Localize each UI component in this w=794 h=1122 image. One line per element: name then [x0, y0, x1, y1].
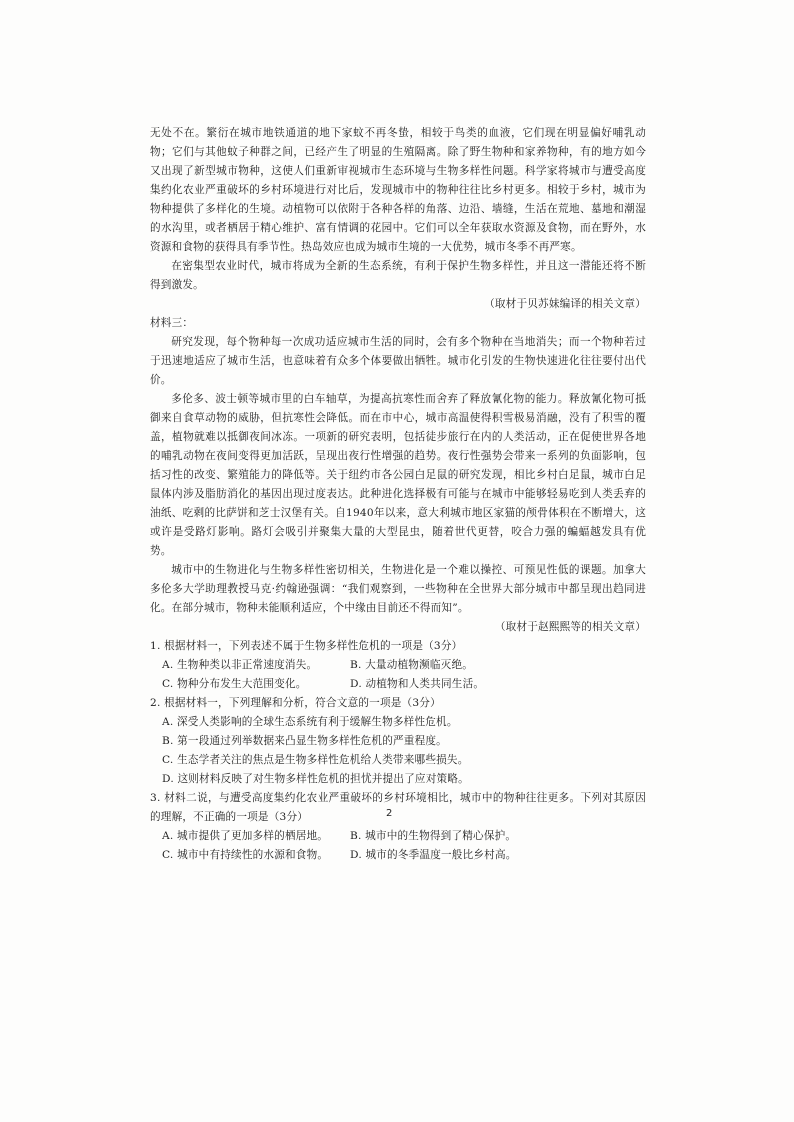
- question-3: [150, 789, 646, 865]
- option-b: B. 第一段通过列举数据来凸显生物多样性危机的严重程度。: [162, 735, 447, 747]
- option-c: C. 物种分布发生大范围变化。: [162, 678, 307, 690]
- option-a: A. 生物种类以非正常速度消失。: [162, 659, 318, 671]
- passage3-paragraph: 多伦多、波士顿等城市里的白车轴草，为提高抗寒性而舍弃了释放氰化物的能力。释放氰化物可抵御来自食草动物的威胁，但抗寒性会降低。而在市中心，城市高温使得积雪极易消融，没有了积雪的覆盖，植物就难以抵御夜间冰冻。一项新的研究表明，包括徒步旅行在内的人类活动，正在促使世界各地的哺乳动物在夜间变得更加活跃，呈现出夜行性增强的趋势。夜行性强势会带来一系列的负面影响，包括习性的改变、繁殖能力的降低等。关于纽约市各公园白足鼠的研究发现，相比乡村白足鼠，城市白足鼠体内涉及脂肪消化的基因出现过度表达。此种进化选择极有可能与在城市中能够轻易吃到人类丢弃的油纸、吃剩的比萨饼和芝士汉堡有关。自1940年以来，意大利城市地区家猫的颅骨体积在不断增大，这或许是受路灯影响。路灯会吸引并聚集大量的大型昆虫，随着世代更替，咬合力强的蝙蝠越发具有优势。: [150, 393, 646, 557]
- question-stem: 2. 根据材料一，下列理解和分析，符合文意的一项是（3分）: [150, 697, 441, 709]
- option-c: C. 生态学者关注的焦点是生物多样性危机给人类带来哪些损失。: [162, 754, 469, 766]
- question-2: [150, 694, 646, 789]
- option-a: A. 城市提供了更加多样的栖居地。: [162, 830, 329, 842]
- option-list: [162, 827, 646, 865]
- option-d: D. 动植物和人类共同生活。: [350, 678, 485, 690]
- option-b: B. 城市中的生物得到了精心保护。: [350, 830, 517, 842]
- passage3-paragraph: 研究发现，每个物种每一次成功适应城市生活的同时，会有多个物种在当地消失；而一个物种若过于迅速地适应了城市生活，也意味着有众多个体要做出牺牲。城市化引发的生物快速进化往往要付出代价。: [150, 336, 646, 386]
- passage3-paragraph: 城市中的生物进化与生物多样性密切相关，生物进化是一个难以操控、可预见性低的课题。加拿大多伦多大学助理教授马克·约翰逊强调：“我们观察到，一些物种在全世界大部分城市中都呈现出趋同进化。在部分城市，物种未能顺利适应，个中缘由目前还不得而知”。: [150, 564, 646, 614]
- passage2-paragraph: 在密集型农业时代，城市将成为全新的生态系统，有利于保护生物多样性，并且这一潜能还将不断得到激发。: [150, 260, 646, 291]
- page-number: 2: [386, 808, 393, 819]
- material-heading: 材料三：: [150, 317, 194, 329]
- option-d: D. 这则材料反映了对生物多样性危机的担忧并提出了应对策略。: [162, 773, 469, 785]
- option-a: A. 深受人类影响的全球生态系统有利于缓解生物多样性危机。: [162, 716, 458, 728]
- source-citation: （取材于赵熙熙等的相关文章）: [494, 621, 646, 633]
- question-1: [150, 637, 646, 694]
- exam-text: [150, 124, 646, 865]
- option-d: D. 城市的冬季温度一般比乡村高。: [350, 849, 517, 861]
- option-c: C. 城市中有持续性的水源和食物。: [162, 849, 329, 861]
- passage2-paragraph: 无处不在。繁衍在城市地铁通道的地下家蚊不再冬蛰，相较于鸟类的血液，它们现在明显偏好哺乳动物；它们与其他蚊子种群之间，已经产生了明显的生殖隔离。除了野生物种和家养物种，有的地方如今又出现了新型城市物种，这使人们重新审视城市生态环境与生物多样性问题。科学家将城市与遭受高度集约化农业严重破坏的乡村环境进行对比后，发现城市中的物种往往比乡村更多。相较于乡村，城市为物种提供了多样化的生境。动植物可以依附于各种各样的角落、边沿、墙缝，生活在荒地、墓地和潮湿的水沟里，或者栖居于精心维护、富有情调的花园中。它们可以全年获取水资源及食物，而在野外，水资源和食物的获得具有季节性。热岛效应也成为城市生境的一大优势，城市冬季不再严寒。: [150, 127, 646, 253]
- question-stem: 1. 根据材料一，下列表述不属于生物多样性危机的一项是（3分）: [150, 640, 463, 652]
- option-list: [162, 713, 646, 789]
- option-list: [162, 656, 646, 694]
- question-stem: 3. 材料二说，与遭受高度集约化农业严重破坏的乡村环境相比，城市中的物种往往更多。下列对其原因的理解，不正确的一项是（3分）: [150, 792, 646, 823]
- option-b: B. 大量动植物濒临灭绝。: [350, 659, 474, 671]
- source-citation: （取材于贝苏妹编译的相关文章）: [484, 298, 646, 310]
